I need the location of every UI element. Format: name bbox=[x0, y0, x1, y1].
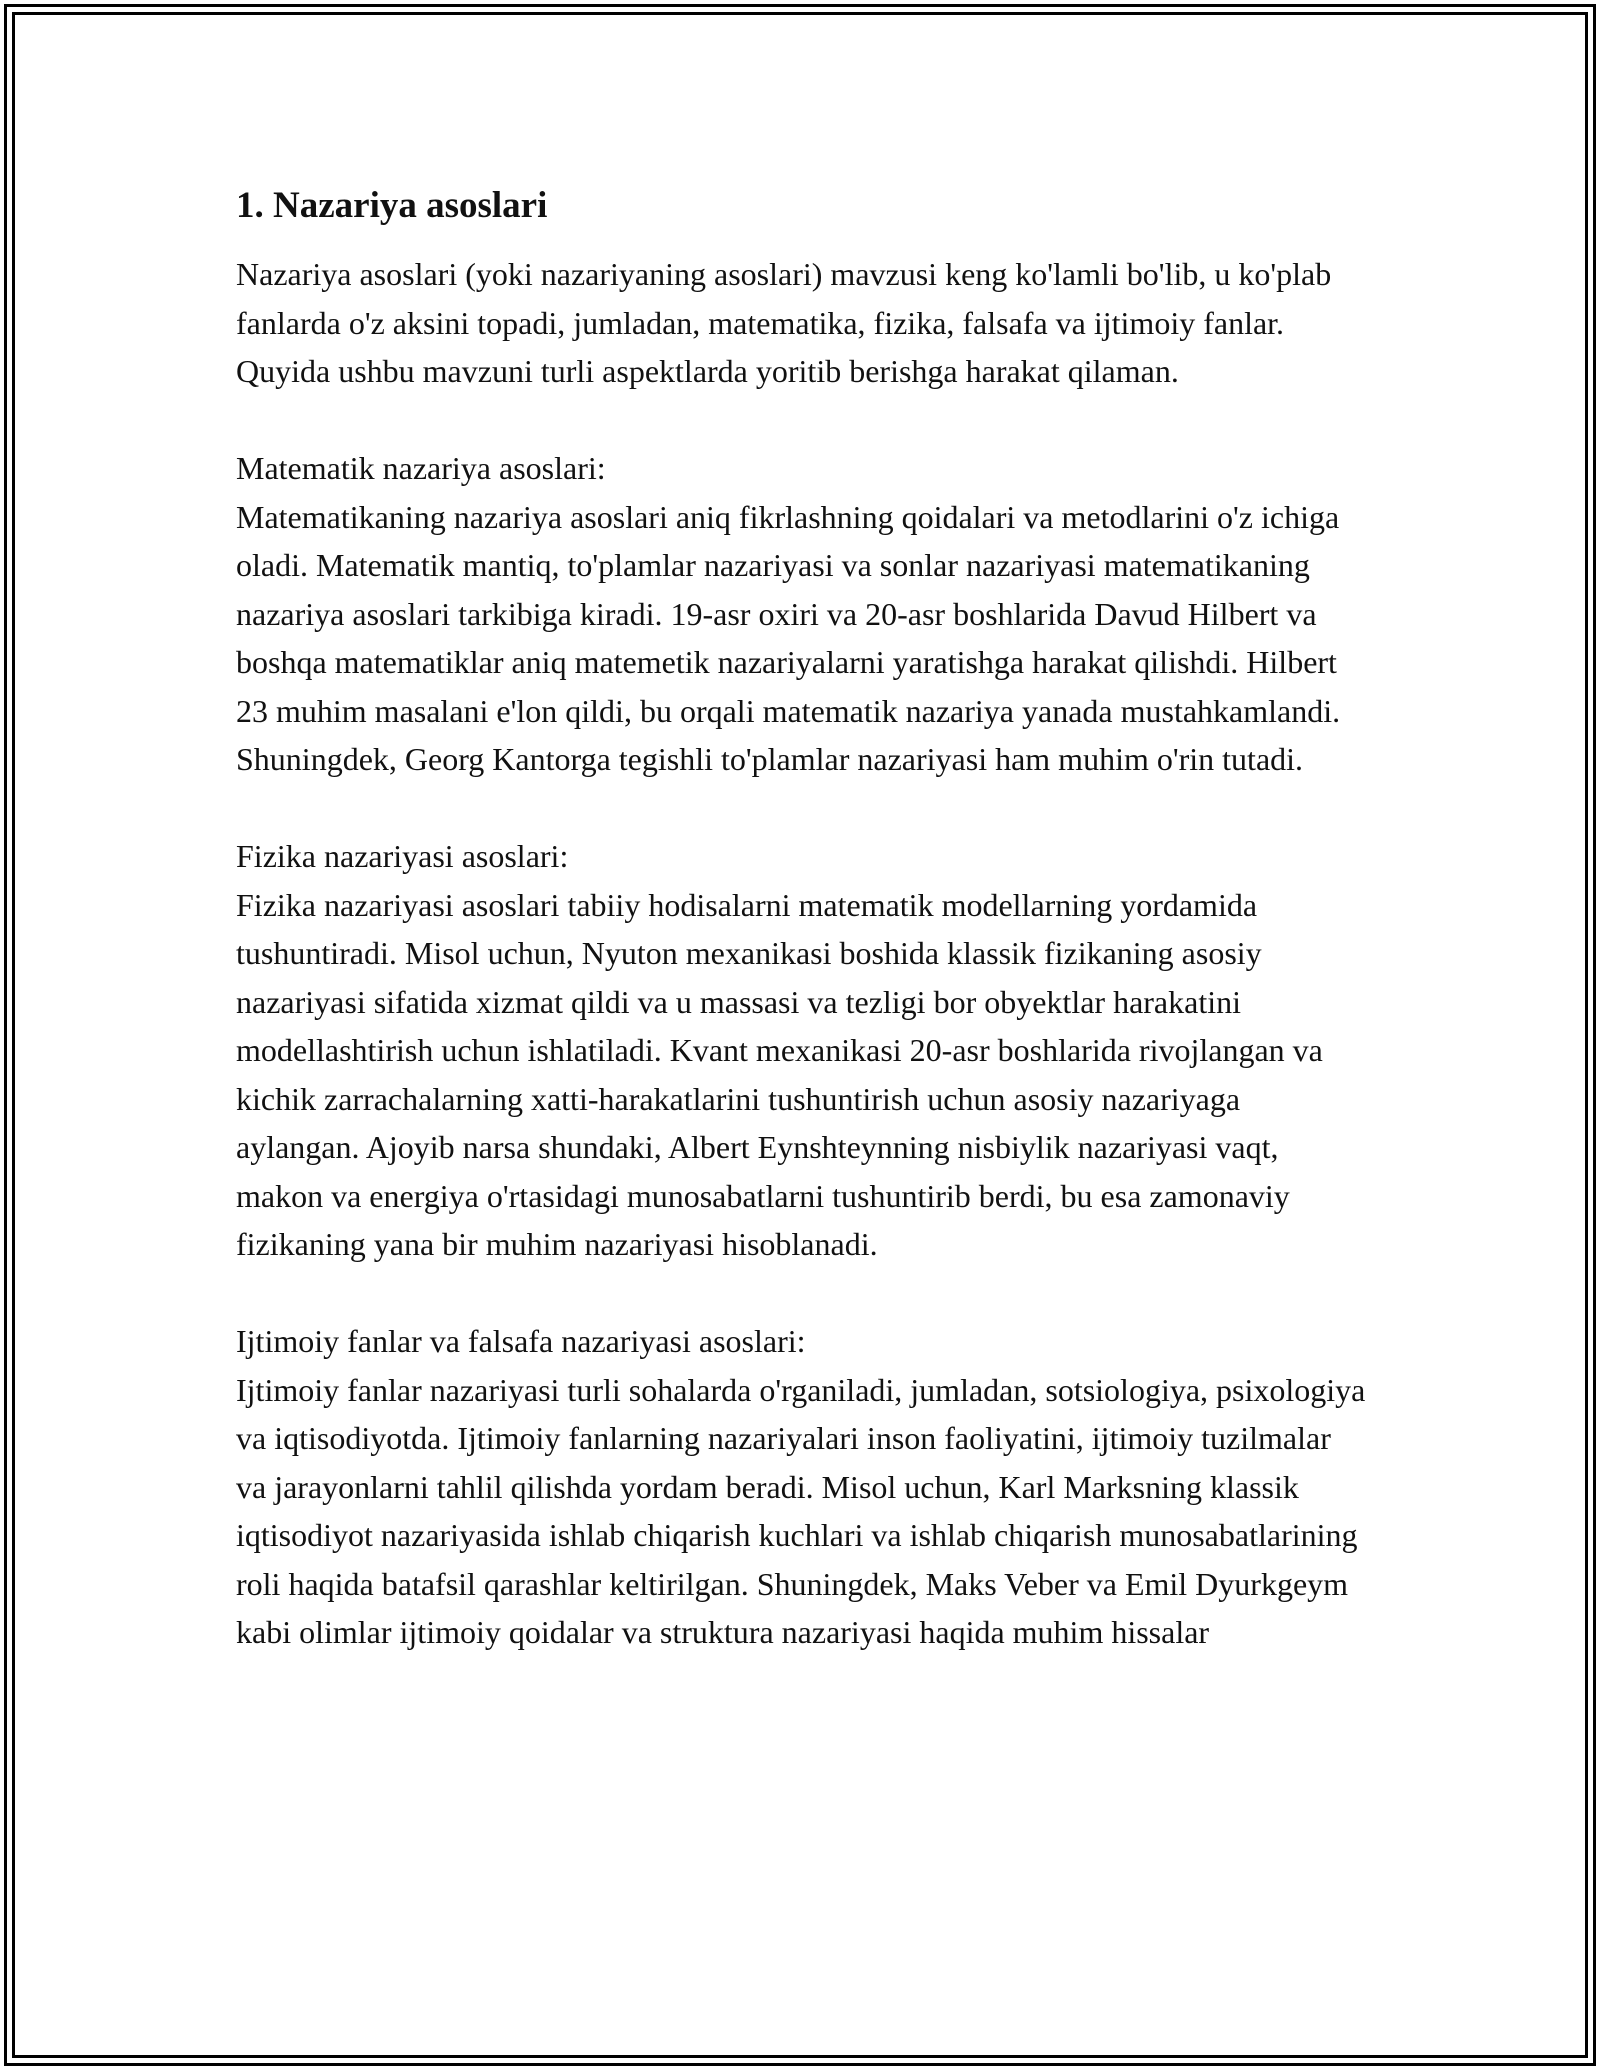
section-social-sciences bbox=[236, 1317, 1366, 1657]
section-math bbox=[236, 444, 1366, 784]
document-page bbox=[236, 184, 1366, 1705]
section-heading: Matematik nazariya asoslari: bbox=[236, 450, 606, 486]
section-physics bbox=[236, 832, 1366, 1269]
section-body: Matematikaning nazariya asoslari aniq fikrlashning qoidalari va metodlarini o'z ichiga oladi. Matematik mantiq, to'plamlar nazariyasi va sonlar nazariyasi matematikaning nazariya asoslari tarkibiga kiradi. 19-asr oxiri va 20-asr boshlarida Davud Hilbert va boshqa matematiklar aniq matemetik nazariyalarni yaratishga harakat qilishdi. Hilbert 23 muhim masalani e'lon qildi, bu orqali matematik nazariya yanada mustahkamlandi. Shuningdek, Georg Kantorga tegishli to'plamlar nazariyasi ham muhim o'rin tutadi. bbox=[236, 498, 1341, 777]
section-body: Fizika nazariyasi asoslari tabiiy hodisalarni matematik modellarning yordamida tushuntiradi. Misol uchun, Nyuton mexanikasi boshida klassik fizikaning asosiy nazariyasi sifatida xizmat qildi va u massasi va tezligi bor obyektlar harakatini modellashtirish uchun ishlatiladi. Kvant mexanikasi 20-asr boshlarida rivojlangan va kichik zarrachalarning xatti-harakatlarini tushuntirish uchun asosiy nazariyaga aylangan. Ajoyib narsa shundaki, Albert Eynshteynning nisbiylik nazariyasi vaqt, makon va energiya o'rtasidagi munosabatlarni tushuntirib berdi, bu esa zamonaviy fizikaning yana bir muhim nazariyasi hisoblanadi. bbox=[236, 886, 1323, 1262]
section-heading: Fizika nazariyasi asoslari: bbox=[236, 838, 569, 874]
intro-paragraph bbox=[236, 250, 1366, 396]
intro-text: Nazariya asoslari (yoki nazariyaning asoslari) mavzusi keng ko'lamli bo'lib, u ko'plab fanlarda o'z aksini topadi, jumladan, matematika, fizika, falsafa va ijtimoiy fanlar. Quyida ushbu mavzuni turli aspektlarda yoritib berishga harakat qilaman. bbox=[236, 256, 1332, 389]
page-title: 1. Nazariya asoslari bbox=[236, 185, 548, 226]
section-heading: Ijtimoiy fanlar va falsafa nazariyasi asoslari: bbox=[236, 1323, 806, 1359]
section-body: Ijtimoiy fanlar nazariyasi turli sohalarda o'rganiladi, jumladan, sotsiologiya, psixologiya va iqtisodiyotda. Ijtimoiy fanlarning nazariyalari inson faoliyatini, ijtimoiy tuzilmalar va jarayonlarni tahlil qilishda yordam beradi. Misol uchun, Karl Marksning klassik iqtisodiyot nazariyasida ishlab chiqarish kuchlari va ishlab chiqarish munosabatlarining roli haqida batafsil qarashlar keltirilgan. Shuningdek, Maks Veber va Emil Dyurkgeym kabi olimlar ijtimoiy qoidalar va struktura nazariyasi haqida muhim hissalar bbox=[236, 1371, 1366, 1650]
